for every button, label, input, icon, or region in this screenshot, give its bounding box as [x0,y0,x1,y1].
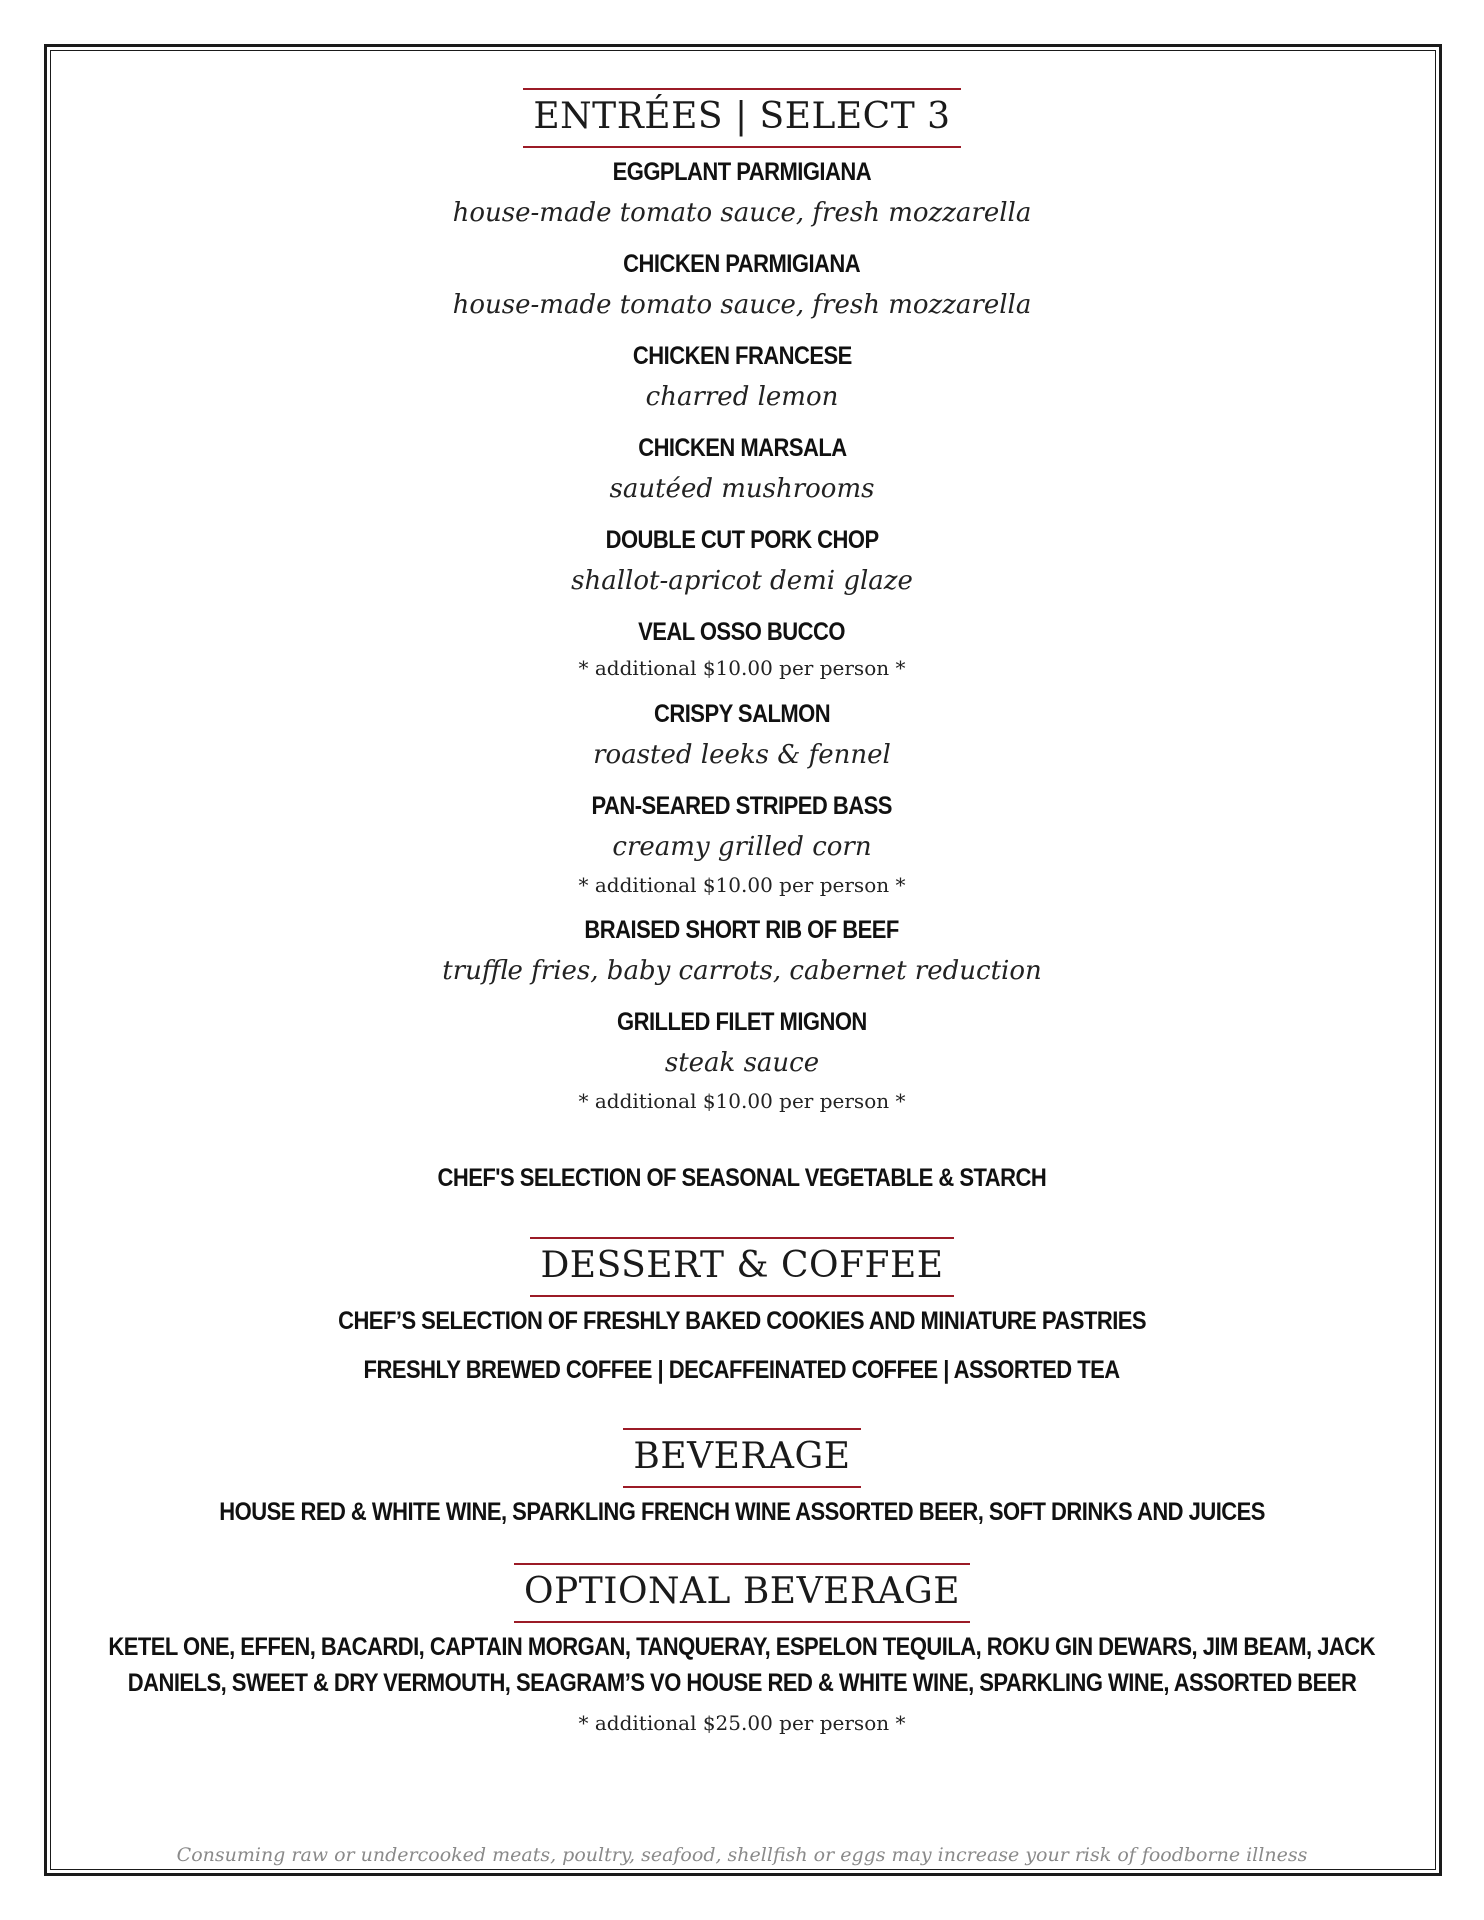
entree-note-row [0,656,1484,680]
dessert-text: FRESHLY BREWED COFFEE | DECAFFEINATED COFFEE | ASSORTED TEA [363,1356,1121,1384]
beverage-text: HOUSE RED & WHITE WINE, SPARKLING FRENCH WINE ASSORTED BEER, SOFT DRINKS AND JUICES [219,1498,1265,1526]
optional-text: KETEL ONE, EFFEN, BACARDI, CAPTAIN MORGAN, TANQUERAY, ESPELON TEQUILA, ROKU GIN DEWARS, JIM BEAM, JACK [108,1633,1376,1661]
entree-item [0,700,1484,729]
entree-note-row [0,873,1484,897]
beverage-heading: BEVERAGE [623,1428,860,1488]
beverage-heading-wrap [0,1428,1484,1488]
dessert-heading: DESSERT & COFFEE [530,1237,953,1297]
entree-desc: house-made tomato sauce, fresh mozzarella [452,290,1032,320]
entree-name: EGGPLANT PARMIGIANA [612,158,872,186]
entree-item [0,526,1484,555]
entree-desc: creamy grilled corn [612,832,872,862]
entree-desc-row [0,198,1484,228]
dessert-line [0,1307,1484,1336]
optional-line [0,1669,1484,1698]
entree-desc: steak sauce [664,1048,820,1078]
entree-item [0,792,1484,821]
optional-note-row [0,1711,1484,1735]
entree-desc-row [0,290,1484,320]
entree-desc: shallot-apricot demi glaze [571,566,913,596]
entree-desc: truffle fries, baby carrots, cabernet reduction [442,956,1042,986]
entree-desc: roasted leeks & fennel [593,740,891,770]
optional-heading: OPTIONAL BEVERAGE [514,1563,970,1623]
entree-item [0,342,1484,371]
dessert-text: CHEF’S SELECTION OF FRESHLY BAKED COOKIES AND MINIATURE PASTRIES [337,1307,1146,1335]
entree-desc: house-made tomato sauce, fresh mozzarella [452,198,1032,228]
entree-note: * additional $10.00 per person * [578,873,906,897]
entree-item [0,158,1484,187]
entree-name: VEAL OSSO BUCCO [638,618,846,646]
entree-desc-row [0,382,1484,412]
entree-name: CHICKEN FRANCESE [632,342,852,370]
entree-note-row [0,1089,1484,1113]
entree-desc: charred lemon [645,382,839,412]
entree-name: BRAISED SHORT RIB OF BEEF [584,916,900,944]
entree-item [0,916,1484,945]
entree-item [0,618,1484,647]
entree-note: * additional $10.00 per person * [578,656,906,680]
chef-selection: CHEF'S SELECTION OF SEASONAL VEGETABLE & STARCH [437,1164,1047,1192]
entree-name: CHICKEN PARMIGIANA [623,250,861,278]
entree-item [0,434,1484,463]
entree-desc-row [0,474,1484,504]
entree-desc-row [0,956,1484,986]
optional-text: DANIELS, SWEET & DRY VERMOUTH, SEAGRAM’S VO HOUSE RED & WHITE WINE, SPARKLING WINE, ASSORTED BEER [127,1669,1357,1697]
entree-name: PAN-SEARED STRIPED BASS [591,792,893,820]
entree-name: DOUBLE CUT PORK CHOP [605,526,879,554]
entrees-heading-wrap [0,88,1484,148]
entree-desc-row [0,566,1484,596]
entree-note: * additional $10.00 per person * [578,1089,906,1113]
optional-line [0,1633,1484,1662]
entree-desc-row [0,832,1484,862]
entree-item [0,250,1484,279]
dessert-heading-wrap [0,1237,1484,1297]
dessert-line [0,1356,1484,1385]
entree-name: GRILLED FILET MIGNON [617,1008,867,1036]
optional-heading-wrap [0,1563,1484,1623]
entree-desc-row [0,740,1484,770]
entrees-heading: ENTRÉES | SELECT 3 [523,88,960,148]
optional-note: * additional $25.00 per person * [578,1711,906,1735]
food-safety-disclaimer: Consuming raw or undercooked meats, poultry, seafood, shellfish or eggs may increase your risk of foodborne illness [176,1844,1308,1866]
entree-name: CHICKEN MARSALA [637,434,847,462]
beverage-line [0,1498,1484,1527]
entree-desc-row [0,1048,1484,1078]
entree-item [0,1008,1484,1037]
chef-selection-row [0,1164,1484,1193]
entree-name: CRISPY SALMON [653,700,831,728]
entree-desc: sautéed mushrooms [609,474,875,504]
